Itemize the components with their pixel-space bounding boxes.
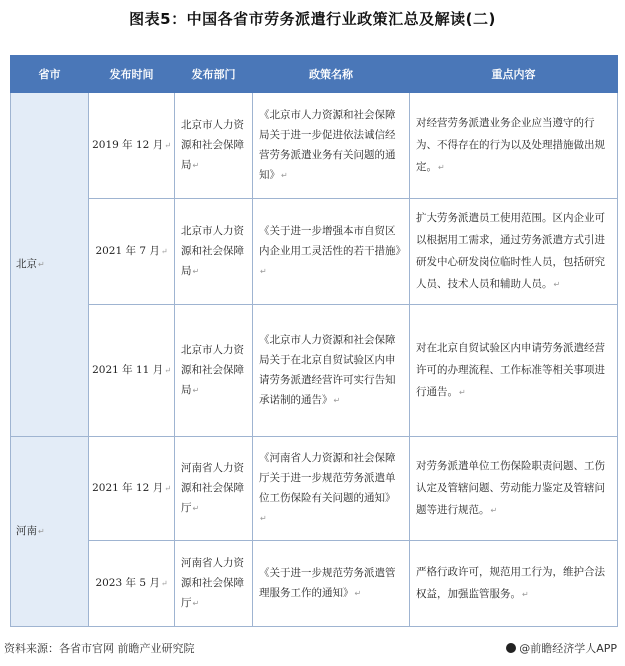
table-row <box>11 199 618 305</box>
province-cell: 北京↵ <box>11 93 89 437</box>
table-row <box>11 437 618 541</box>
date-cell: 2019 年 12 月↵ <box>89 93 175 199</box>
policy-table <box>10 55 618 627</box>
table-row <box>11 305 618 437</box>
key-content-cell: 扩大劳务派遣员工使用范围。区内企业可以根据用工需求，通过劳务派遣方式引进研发中心研发岗位临时性人员，包括研究人员、技术人员和辅助人员。↵ <box>410 199 618 305</box>
department-cell: 北京市人力资源和社会保障局↵ <box>175 93 253 199</box>
header-policy-name: 政策名称 <box>253 56 410 93</box>
date-cell: 2021 年 12 月↵ <box>89 437 175 541</box>
department-cell: 北京市人力资源和社会保障局↵ <box>175 199 253 305</box>
policy-cell: 《北京市人力资源和社会保障局关于在北京自贸试验区内申请劳务派遣经营许可实行告知承诺制的通告》↵ <box>253 305 410 437</box>
brand-logo-icon <box>506 643 516 653</box>
policy-cell: 《北京市人力资源和社会保障局关于进一步促进依法诚信经营劳务派遣业务有关问题的通知》↵ <box>253 93 410 199</box>
department-cell: 河南省人力资源和社会保障厅↵ <box>175 437 253 541</box>
source-note: 资料来源：各省市官网 前瞻产业研究院 <box>4 642 195 655</box>
date-cell: 2021 年 11 月↵ <box>89 305 175 437</box>
key-content-cell: 对劳务派遣单位工伤保险职责问题、工伤认定及管辖问题、劳动能力鉴定及管辖问题等进行规范。↵ <box>410 437 618 541</box>
policy-cell: 《关于进一步增强本市自贸区内企业用工灵活性的若干措施》↵ <box>253 199 410 305</box>
header-department: 发布部门 <box>175 56 253 93</box>
key-content-cell: 严格行政许可，规范用工行为，维护合法权益，加强监管服务。↵ <box>410 541 618 627</box>
page-title: 图表5：中国各省市劳务派遣行业政策汇总及解读(二) <box>129 10 496 28</box>
header-date: 发布时间 <box>89 56 175 93</box>
department-cell: 北京市人力资源和社会保障局↵ <box>175 305 253 437</box>
key-content-cell: 对经营劳务派遣业务企业应当遵守的行为、不得存在的行为以及处理措施做出规定。↵ <box>410 93 618 199</box>
date-cell: 2021 年 7 月↵ <box>89 199 175 305</box>
brand-credit: @前瞻经济学人APP <box>506 640 617 656</box>
policy-cell: 《关于进一步规范劳务派遣管理服务工作的通知》↵ <box>253 541 410 627</box>
province-cell: 河南↵ <box>11 437 89 627</box>
header-key-content: 重点内容 <box>410 56 618 93</box>
date-cell: 2023 年 5 月↵ <box>89 541 175 627</box>
policy-cell: 《河南省人力资源和社会保障厅关于进一步规范劳务派遣单位工伤保险有关问题的通知》↵ <box>253 437 410 541</box>
header-province: 省市 <box>11 56 89 93</box>
table-row <box>11 541 618 627</box>
table-header-row <box>11 56 618 93</box>
department-cell: 河南省人力资源和社会保障厅↵ <box>175 541 253 627</box>
key-content-cell: 对在北京自贸试验区内申请劳务派遣经营许可的办理流程、工作标准等相关事项进行通告。↵ <box>410 305 618 437</box>
table-row <box>11 93 618 199</box>
